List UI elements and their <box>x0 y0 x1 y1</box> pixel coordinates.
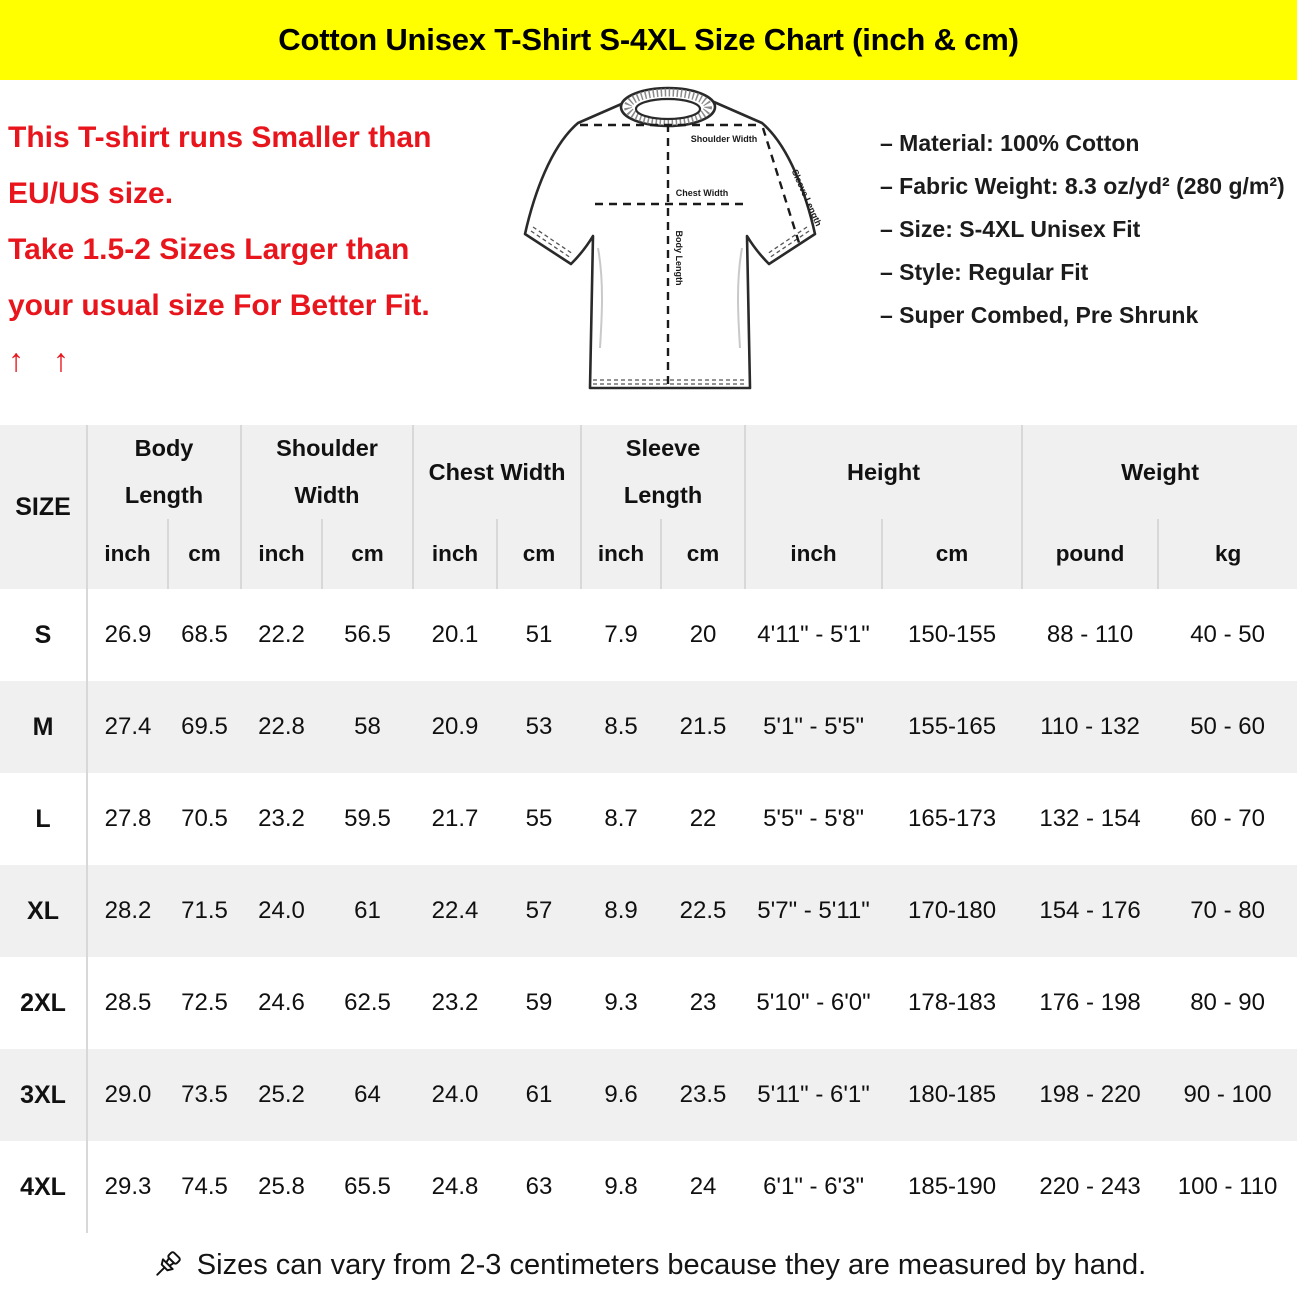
cell: 25.2 <box>258 1081 305 1108</box>
column-header-size: SIZE <box>0 425 87 589</box>
product-specs-list <box>880 122 1294 337</box>
cell: 7.9 <box>604 621 638 648</box>
column-header-chest-width <box>413 425 581 519</box>
group-label-line: Sleeve <box>625 435 701 461</box>
cell: 56.5 <box>344 621 391 648</box>
size-cell: XL <box>0 865 87 957</box>
cell: 9.8 <box>604 1173 638 1200</box>
column-header-sleeve-length <box>581 425 745 519</box>
group-label-line: Chest Width <box>428 458 566 485</box>
size-table <box>0 425 1297 1233</box>
cell: 40 - 50 <box>1190 621 1265 648</box>
cell: 8.7 <box>604 805 638 832</box>
size-cell: 2XL <box>0 957 87 1049</box>
table-row-xl <box>0 865 1297 957</box>
spec-item: – Style: Regular Fit <box>880 259 1089 285</box>
cell: 27.8 <box>104 805 152 832</box>
shoulder-width-label: Shoulder Width <box>690 134 758 144</box>
cell: 57 <box>525 897 553 924</box>
size-cell: M <box>0 681 87 773</box>
cell: 25.8 <box>258 1173 305 1200</box>
cell: 198 - 220 <box>1039 1081 1141 1108</box>
table-row-s <box>0 589 1297 681</box>
cell: 24 <box>689 1173 717 1200</box>
cell: 9.6 <box>604 1081 638 1108</box>
cell: 154 - 176 <box>1039 897 1141 924</box>
cell: 8.5 <box>604 713 638 740</box>
group-label-line: Shoulder <box>276 435 378 461</box>
cell: 132 - 154 <box>1039 805 1141 832</box>
cell: 22.5 <box>679 897 727 924</box>
cell: 23.2 <box>258 805 305 832</box>
footnote-text: Sizes can vary from 2-3 centimeters because they are measured by hand. <box>196 1248 1147 1281</box>
unit-header: cm <box>882 519 1022 589</box>
cell: 29.0 <box>104 1081 152 1108</box>
cell: 24.6 <box>258 989 305 1016</box>
cell: 22 <box>689 805 717 832</box>
unit-header-row <box>0 519 1297 589</box>
collar-inner <box>636 99 700 119</box>
title-banner <box>0 0 1297 80</box>
spec-item: – Size: S-4XL Unisex Fit <box>880 216 1141 242</box>
cell: 21.7 <box>431 805 479 832</box>
unit-header: inch <box>413 519 497 589</box>
fit-notice-line: Take 1.5-2 Sizes Larger than <box>8 233 410 266</box>
cell: 71.5 <box>181 897 228 924</box>
cell: 51 <box>525 621 553 648</box>
cell: 59 <box>525 989 553 1016</box>
cell: 55 <box>525 805 553 832</box>
tshirt-diagram-svg <box>505 86 835 416</box>
fit-notice <box>8 110 508 386</box>
cell: 69.5 <box>181 713 228 740</box>
unit-header: cm <box>168 519 241 589</box>
table-row-3xl <box>0 1049 1297 1141</box>
cell: 58 <box>354 713 381 740</box>
cell: 23 <box>689 989 717 1016</box>
cell: 65.5 <box>344 1173 391 1200</box>
tshirt-outline <box>525 102 815 388</box>
footnote <box>0 1233 1297 1289</box>
group-label-line: Weight <box>1121 458 1200 485</box>
cell: 60 - 70 <box>1190 805 1265 832</box>
table-row-l <box>0 773 1297 865</box>
cell: 5'11" - 6'1" <box>757 1081 870 1108</box>
cell: 53 <box>525 713 553 740</box>
cell: 29.3 <box>104 1173 152 1200</box>
chest-width-label: Chest Width <box>675 188 729 198</box>
cell: 155-165 <box>908 713 997 740</box>
unit-header: inch <box>241 519 322 589</box>
cell: 50 - 60 <box>1190 713 1265 740</box>
cell: 24.0 <box>258 897 305 924</box>
spec-item: – Material: 100% Cotton <box>880 130 1140 156</box>
cell: 23.5 <box>679 1081 727 1108</box>
cell: 27.4 <box>104 713 152 740</box>
cell: 61 <box>354 897 381 924</box>
column-header-height <box>745 425 1022 519</box>
column-header-shoulder-width <box>241 425 413 519</box>
unit-header: inch <box>745 519 882 589</box>
fit-notice-line: EU/US size. <box>8 177 174 210</box>
size-cell: L <box>0 773 87 865</box>
table-row-4xl <box>0 1141 1297 1233</box>
unit-header: cm <box>661 519 745 589</box>
cell: 5'10" - 6'0" <box>756 989 871 1016</box>
group-label-line: Body <box>134 435 194 461</box>
cell: 90 - 100 <box>1183 1081 1272 1108</box>
cell: 23.2 <box>431 989 479 1016</box>
cell: 5'1" - 5'5" <box>763 713 864 740</box>
cell: 170-180 <box>908 897 997 924</box>
cell: 185-190 <box>908 1173 997 1200</box>
cell: 150-155 <box>908 621 997 648</box>
fit-notice-line: your usual size For Better Fit. <box>8 289 430 322</box>
unit-header: cm <box>497 519 581 589</box>
cell: 24.0 <box>431 1081 479 1108</box>
cell: 20.1 <box>431 621 479 648</box>
table-row-2xl <box>0 957 1297 1049</box>
unit-header: pound <box>1022 519 1158 589</box>
unit-header: kg <box>1158 519 1297 589</box>
cell: 74.5 <box>181 1173 228 1200</box>
cell: 20 <box>689 621 717 648</box>
cell: 176 - 198 <box>1039 989 1141 1016</box>
cell: 64 <box>354 1081 381 1108</box>
sleeve-length-label: Sleeve Length <box>789 167 824 228</box>
cell: 24.8 <box>431 1173 479 1200</box>
tshirt-measurement-diagram <box>505 86 835 416</box>
cell: 59.5 <box>344 805 391 832</box>
pushpin-icon <box>151 1248 183 1282</box>
unit-header: inch <box>87 519 168 589</box>
cell: 9.3 <box>604 989 638 1016</box>
cell: 21.5 <box>679 713 727 740</box>
group-label-line: Width <box>294 482 360 508</box>
cell: 100 - 110 <box>1177 1173 1278 1200</box>
unit-header: cm <box>322 519 413 589</box>
cell: 28.5 <box>104 989 152 1016</box>
cell: 110 - 132 <box>1040 713 1140 740</box>
spec-item: – Super Combed, Pre Shrunk <box>880 302 1199 328</box>
cell: 178-183 <box>908 989 997 1016</box>
cell: 22.8 <box>258 713 305 740</box>
table-body <box>0 589 1297 1233</box>
cell: 22.4 <box>431 897 479 924</box>
cell: 20.9 <box>431 713 479 740</box>
cell: 88 - 110 <box>1046 621 1134 648</box>
cell: 28.2 <box>104 897 152 924</box>
size-cell: S <box>0 589 87 681</box>
column-header-body-length <box>87 425 241 519</box>
cell: 22.2 <box>258 621 305 648</box>
cell: 61 <box>525 1081 553 1108</box>
cell: 70 - 80 <box>1190 897 1265 924</box>
cell: 220 - 243 <box>1039 1173 1141 1200</box>
group-header-row <box>0 425 1297 519</box>
group-label-line: Length <box>124 482 204 508</box>
cell: 72.5 <box>181 989 228 1016</box>
page-title: Cotton Unisex T-Shirt S-4XL Size Chart (inch & cm) <box>278 22 1019 57</box>
group-label-line: Height <box>847 458 921 485</box>
cell: 70.5 <box>181 805 228 832</box>
cell: 80 - 90 <box>1190 989 1265 1016</box>
cell: 63 <box>525 1173 553 1200</box>
cell: 165-173 <box>908 805 997 832</box>
table-row-m <box>0 681 1297 773</box>
cell: 73.5 <box>181 1081 228 1108</box>
cell: 4'11" - 5'1" <box>757 621 870 648</box>
body-length-label: Body Length <box>674 230 684 286</box>
cell: 26.9 <box>104 621 152 648</box>
spec-item: – Fabric Weight: 8.3 oz/yd² (280 g/m²) <box>880 173 1285 199</box>
cell: 5'5" - 5'8" <box>763 805 864 832</box>
cell: 62.5 <box>344 989 391 1016</box>
cell: 8.9 <box>604 897 638 924</box>
cell: 180-185 <box>908 1081 997 1108</box>
cell: 68.5 <box>181 621 228 648</box>
size-cell: 4XL <box>0 1141 87 1233</box>
top-section <box>0 80 1297 425</box>
size-cell: 3XL <box>0 1049 87 1141</box>
column-header-weight <box>1022 425 1297 519</box>
unit-header: inch <box>581 519 661 589</box>
fit-notice-line: This T-shirt runs Smaller than <box>8 121 432 154</box>
table-header <box>0 425 1297 589</box>
group-label-line: Length <box>623 482 703 508</box>
up-arrows-icon: ↑ ↑ <box>8 342 79 378</box>
cell: 6'1" - 6'3" <box>763 1173 864 1200</box>
cell: 5'7" - 5'11" <box>757 897 870 924</box>
